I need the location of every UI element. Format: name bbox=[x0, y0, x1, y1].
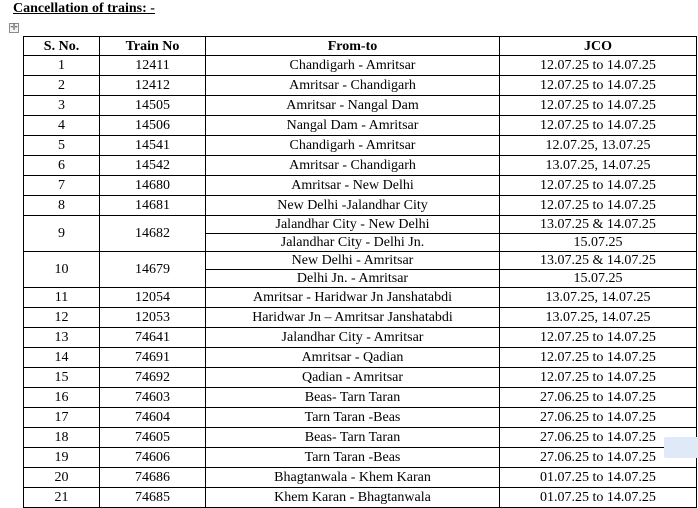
table-row bbox=[24, 308, 697, 328]
cell-train-no: 14505 bbox=[100, 96, 206, 116]
cell-sno: 5 bbox=[24, 136, 100, 156]
cell-route: Chandigarh - Amritsar bbox=[206, 56, 500, 76]
table-row bbox=[24, 288, 697, 308]
cell-sno: 14 bbox=[24, 348, 100, 368]
cell-jco: 01.07.25 to 14.07.25 bbox=[500, 468, 697, 488]
cell-train-no: 14680 bbox=[100, 176, 206, 196]
cell-route: Qadian - Amritsar bbox=[206, 368, 500, 388]
cell-jco: 12.07.25 to 14.07.25 bbox=[500, 96, 697, 116]
cell-jco: 13.07.25 & 14.07.25 bbox=[500, 252, 697, 270]
cell-route: Haridwar Jn – Amritsar Janshatabdi bbox=[206, 308, 500, 328]
cell-train-no: 74685 bbox=[100, 488, 206, 508]
cell-jco: 13.07.25, 14.07.25 bbox=[500, 308, 697, 328]
cell-sno: 4 bbox=[24, 116, 100, 136]
cell-sno: 8 bbox=[24, 196, 100, 216]
cell-sno: 21 bbox=[24, 488, 100, 508]
cell-jco: 12.07.25 to 14.07.25 bbox=[500, 368, 697, 388]
cell-jco: 27.06.25 to 14.07.25 bbox=[500, 428, 697, 448]
table-move-handle-icon[interactable]: ✛ bbox=[10, 22, 18, 33]
cell-train-no: 14681 bbox=[100, 196, 206, 216]
cell-sno: 15 bbox=[24, 368, 100, 388]
cell-route: Bhagtanwala - Khem Karan bbox=[206, 468, 500, 488]
table-row bbox=[24, 252, 697, 270]
column-header-from-to: From-to bbox=[206, 37, 500, 56]
cell-sno: 20 bbox=[24, 468, 100, 488]
cell-route: Amritsar - Qadian bbox=[206, 348, 500, 368]
table-row bbox=[24, 196, 697, 216]
table-row bbox=[24, 488, 697, 508]
cell-jco: 12.07.25 to 14.07.25 bbox=[500, 116, 697, 136]
cell-jco: 13.07.25, 14.07.25 bbox=[500, 288, 697, 308]
cell-sno: 19 bbox=[24, 448, 100, 468]
column-header-jco: JCO bbox=[500, 37, 697, 56]
cell-sno: 1 bbox=[24, 56, 100, 76]
table-row bbox=[24, 468, 697, 488]
cell-train-no: 74691 bbox=[100, 348, 206, 368]
cell-jco: 12.07.25 to 14.07.25 bbox=[500, 196, 697, 216]
cell-sno: 11 bbox=[24, 288, 100, 308]
cell-sno: 17 bbox=[24, 408, 100, 428]
cell-route: Amritsar - Chandigarh bbox=[206, 76, 500, 96]
cell-route: Khem Karan - Bhagtanwala bbox=[206, 488, 500, 508]
cell-jco: 15.07.25 bbox=[500, 234, 697, 252]
cell-jco: 13.07.25, 14.07.25 bbox=[500, 156, 697, 176]
cancellation-table bbox=[23, 36, 697, 508]
cell-route: Amritsar - Nangal Dam bbox=[206, 96, 500, 116]
cell-sno: 13 bbox=[24, 328, 100, 348]
cell-jco: 12.07.25 to 14.07.25 bbox=[500, 348, 697, 368]
cell-sno: 10 bbox=[24, 252, 100, 288]
cell-route: Delhi Jn. - Amritsar bbox=[206, 270, 500, 288]
cell-train-no: 74641 bbox=[100, 328, 206, 348]
table-row bbox=[24, 348, 697, 368]
column-header-sno: S. No. bbox=[24, 37, 100, 56]
cell-route: Beas- Tarn Taran bbox=[206, 388, 500, 408]
cell-train-no: 74603 bbox=[100, 388, 206, 408]
table-row bbox=[24, 76, 697, 96]
cell-sno: 9 bbox=[24, 216, 100, 252]
table-row bbox=[24, 368, 697, 388]
cell-jco: 27.06.25 to 14.07.25 bbox=[500, 388, 697, 408]
cell-train-no: 12053 bbox=[100, 308, 206, 328]
cell-jco: 12.07.25, 13.07.25 bbox=[500, 136, 697, 156]
cell-sno: 6 bbox=[24, 156, 100, 176]
cell-jco: 27.06.25 to 14.07.25 bbox=[500, 408, 697, 428]
cell-train-no: 74692 bbox=[100, 368, 206, 388]
cell-train-no: 74606 bbox=[100, 448, 206, 468]
cell-train-no: 12411 bbox=[100, 56, 206, 76]
cell-route: Jalandhar City - Delhi Jn. bbox=[206, 234, 500, 252]
table-row bbox=[24, 388, 697, 408]
cell-sno: 12 bbox=[24, 308, 100, 328]
cell-train-no: 14542 bbox=[100, 156, 206, 176]
table-row bbox=[24, 216, 697, 234]
cell-train-no: 74604 bbox=[100, 408, 206, 428]
table-row bbox=[24, 96, 697, 116]
cell-sno: 3 bbox=[24, 96, 100, 116]
cell-jco: 15.07.25 bbox=[500, 270, 697, 288]
cell-route: Tarn Taran -Beas bbox=[206, 448, 500, 468]
document-title: Cancellation of trains: - bbox=[13, 1, 155, 16]
cell-train-no: 74605 bbox=[100, 428, 206, 448]
table-row bbox=[24, 56, 697, 76]
cell-jco: 13.07.25 & 14.07.25 bbox=[500, 216, 697, 234]
table-row bbox=[24, 448, 697, 468]
cell-train-no: 14506 bbox=[100, 116, 206, 136]
table-row bbox=[24, 116, 697, 136]
side-panel-tab[interactable] bbox=[664, 437, 698, 458]
cell-train-no: 74686 bbox=[100, 468, 206, 488]
table-row bbox=[24, 328, 697, 348]
cell-route: New Delhi - Amritsar bbox=[206, 252, 500, 270]
cell-route: Amritsar - Chandigarh bbox=[206, 156, 500, 176]
column-header-train-no: Train No bbox=[100, 37, 206, 56]
cell-sno: 16 bbox=[24, 388, 100, 408]
table-row bbox=[24, 136, 697, 156]
cell-route: New Delhi -Jalandhar City bbox=[206, 196, 500, 216]
cell-jco: 12.07.25 to 14.07.25 bbox=[500, 328, 697, 348]
cell-route: Amritsar - New Delhi bbox=[206, 176, 500, 196]
table-header-row bbox=[24, 37, 697, 56]
cell-jco: 01.07.25 to 14.07.25 bbox=[500, 488, 697, 508]
cell-jco: 12.07.25 to 14.07.25 bbox=[500, 56, 697, 76]
cell-train-no: 14679 bbox=[100, 252, 206, 288]
cell-train-no: 14541 bbox=[100, 136, 206, 156]
cell-route: Jalandhar City - New Delhi bbox=[206, 216, 500, 234]
cell-route: Amritsar - Haridwar Jn Janshatabdi bbox=[206, 288, 500, 308]
cell-sno: 2 bbox=[24, 76, 100, 96]
cell-jco: 12.07.25 to 14.07.25 bbox=[500, 176, 697, 196]
table-row bbox=[24, 408, 697, 428]
table-row bbox=[24, 428, 697, 448]
cell-sno: 18 bbox=[24, 428, 100, 448]
cell-sno: 7 bbox=[24, 176, 100, 196]
cell-jco: 27.06.25 to 14.07.25 bbox=[500, 448, 697, 468]
cell-jco: 12.07.25 to 14.07.25 bbox=[500, 76, 697, 96]
cell-train-no: 14682 bbox=[100, 216, 206, 252]
table-row bbox=[24, 156, 697, 176]
cell-route: Tarn Taran -Beas bbox=[206, 408, 500, 428]
cell-route: Chandigarh - Amritsar bbox=[206, 136, 500, 156]
cell-route: Nangal Dam - Amritsar bbox=[206, 116, 500, 136]
table-row bbox=[24, 176, 697, 196]
cell-train-no: 12054 bbox=[100, 288, 206, 308]
cell-train-no: 12412 bbox=[100, 76, 206, 96]
cell-route: Jalandhar City - Amritsar bbox=[206, 328, 500, 348]
cell-route: Beas- Tarn Taran bbox=[206, 428, 500, 448]
